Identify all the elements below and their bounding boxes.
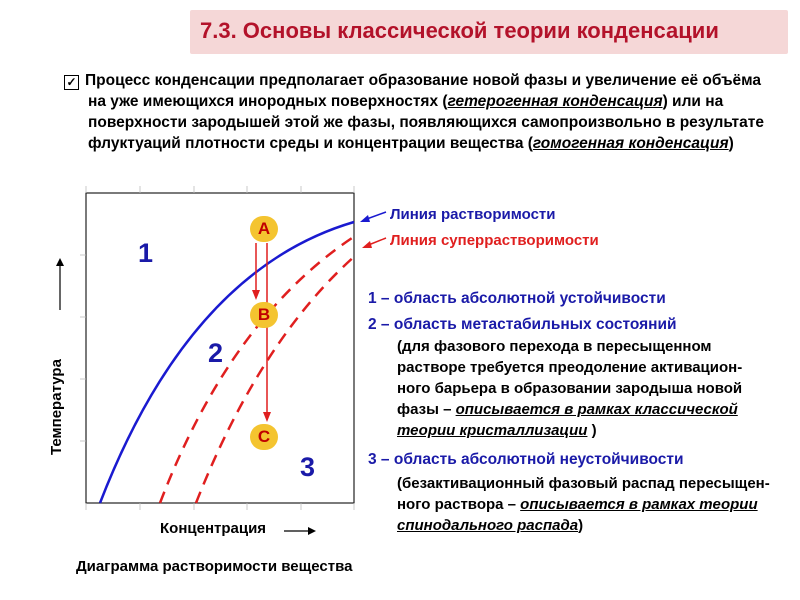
diagram-caption: Диаграмма растворимости вещества — [76, 558, 353, 575]
x-axis-arrow — [284, 527, 316, 535]
legend-2-desc-em-4: описывается в рамках классической — [455, 401, 738, 418]
checkbox-icon: ✓ — [64, 75, 79, 90]
page-title: 7.3. Основы классической теории конденсации — [200, 18, 719, 43]
legend-2-desc-text-5b: ) — [587, 422, 597, 439]
supersolubility-curve-2 — [196, 255, 356, 503]
legend-item-3-description — [368, 473, 793, 536]
legend-3-desc-line-2 — [397, 494, 793, 515]
legend-2-desc-line-1: (для фазового перехода в пересыщенном — [397, 338, 712, 355]
legend-3-desc-text-2a: ного раствора – — [397, 496, 521, 513]
intro-text-4a: флуктуаций плотности среды и концентрации вещества ( — [88, 135, 533, 152]
region-3-label: 3 — [300, 452, 316, 482]
legend-2-desc-line-2: растворе требуется преодоление активацион- — [397, 359, 743, 376]
region-legend — [368, 290, 793, 536]
term-heterogeneous: гетерогенная конденсация — [447, 93, 663, 110]
point-b: B — [250, 302, 278, 328]
supersolubility-pointer-arrow — [362, 238, 386, 248]
legend-3-desc-line-3 — [397, 515, 793, 536]
cooling-path-arrows — [252, 243, 271, 422]
region-2-label: 2 — [208, 338, 224, 368]
legend-2-desc-text-4a: фазы – — [397, 401, 456, 418]
y-axis-label: Температура — [48, 359, 65, 455]
point-a: A — [250, 216, 278, 242]
legend-2-desc-line-5 — [397, 420, 793, 441]
intro-text-4b: ) — [728, 135, 734, 152]
solubility-line-label: Линия растворимости — [390, 206, 556, 223]
intro-text-2a: на уже имеющихся инородных поверхностях ( — [88, 93, 448, 110]
intro-text-2b: ) или на — [662, 93, 724, 110]
legend-item-2-description — [368, 336, 793, 441]
point-c: C — [250, 424, 278, 450]
solubility-pointer-arrow — [360, 212, 386, 222]
legend-3-desc-text-3b: ) — [578, 517, 584, 534]
legend-2-desc-line-3: ного барьера в образовании зародыша новой — [397, 380, 743, 397]
region-1-label: 1 — [138, 238, 154, 268]
intro-line-3: поверхности зародышей этой же фазы, появляющихся самопроизвольно в результате — [88, 114, 764, 131]
supersolubility-line-label: Линия суперрастворимости — [390, 232, 599, 249]
legend-item-1: 1 – область абсолютной устойчивости — [368, 290, 666, 307]
legend-item-3: 3 – область абсолютной неустойчивости — [368, 451, 684, 468]
legend-2-desc-line-4 — [397, 399, 793, 420]
y-axis-arrow — [56, 258, 64, 310]
intro-text-1: Процесс конденсации предполагает образование новой фазы и увеличение её объёма — [85, 72, 762, 89]
legend-item-2: 2 – область метастабильных состояний — [368, 316, 677, 333]
legend-2-desc-em-5: теории кристаллизации — [397, 422, 588, 439]
term-homogeneous: гомогенная конденсация — [532, 135, 729, 152]
x-axis-label: Концентрация — [160, 520, 267, 537]
legend-3-desc-line-1: (безактивационный фазовый распад пересыщен- — [397, 475, 770, 492]
legend-3-desc-em-2: описывается в рамках теории — [520, 496, 758, 513]
legend-3-desc-em-3: спинодального распада — [397, 517, 579, 534]
